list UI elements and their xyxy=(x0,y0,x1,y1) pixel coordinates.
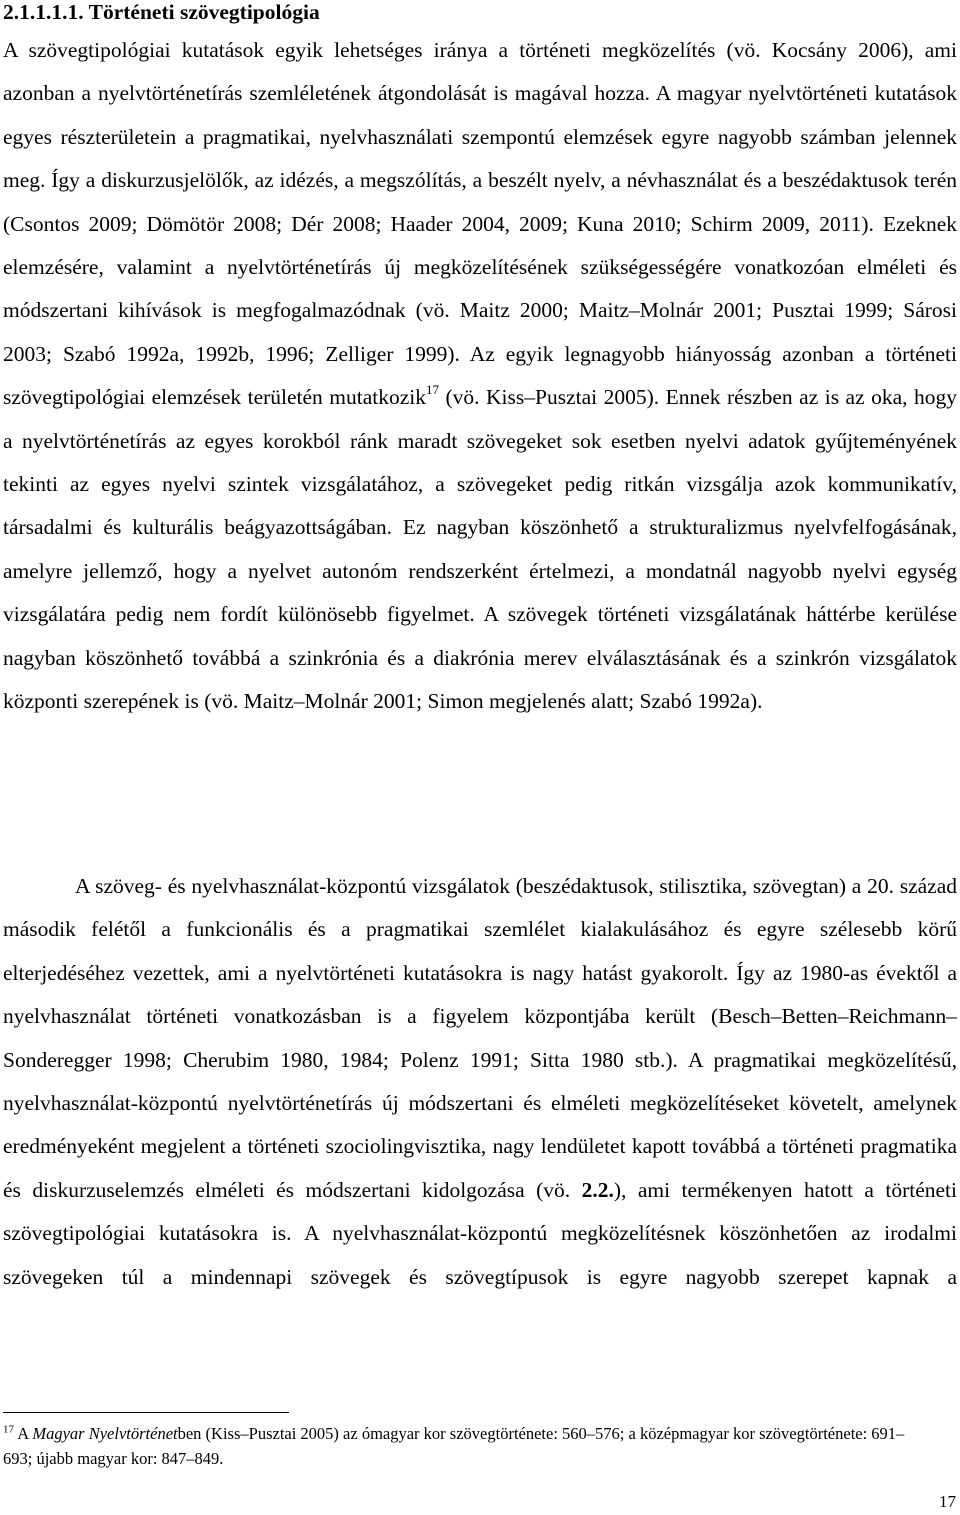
footnote-separator xyxy=(3,1412,289,1413)
footnote-number: 17 xyxy=(3,1423,14,1436)
footnote-italic-title: Magyar Nyelvtörténet xyxy=(32,1424,178,1443)
paragraph-1-text-b: (vö. Kiss–Pusztai 2005). Ennek részben az is az oka, hogy a nyelvtörténetírás az egyes korokból ránk maradt szövegeket sok esetben nyelvi adatok gyűjteményének tekinti az egyes nyelvi szintek vizsgálatához, a szövegeket pedig ritkán vizsgálja azok kommunikatív, társadalmi és kulturális beágyazottságában. Ez nagyban köszönhető a strukturalizmus nyelvfelfogásának, amelyre jellemző, hogy a nyelvet autonóm rendszerként értelmezi, a mondatnál nagyobb nyelvi egység vizsgálatára pedig nem fordít különösebb figyelmet. A szövegek történeti vizsgálatának háttérbe kerülése nagyban köszönhető továbbá a szinkrónia és a diakrónia merev elválasztásának és a szinkrón vizsgálatok központi szerepének is (vö. Maitz–Molnár 2001; Simon megjelenés alatt; Szabó 1992a). xyxy=(3,385,958,714)
paragraph-1 xyxy=(3,29,957,724)
paragraph-2-text-b: ), ami termékenyen hatott a történeti szövegtipológiai kutatásokra is. A nyelvhasználat-központú megközelítésnek köszönhetően az irodalmi szövegeken túl a mindennapi szövegek és szövegtípusok is egyre nagyobb szerepet kapnak a xyxy=(3,1177,957,1289)
page-number: 17 xyxy=(939,1492,956,1511)
footnote xyxy=(3,1421,933,1471)
footnote-reference: 17 xyxy=(426,382,440,398)
section-cross-reference: 2.2. xyxy=(581,1177,614,1202)
section-heading: 2.1.1.1.1. Történeti szövegtipológia xyxy=(3,0,320,24)
paragraph-1-text-a: A szövegtipológiai kutatások egyik lehetséges iránya a történeti megközelítés (vö. Kocsány 2006), ami azonban a nyelvtörténetírás szemléletének átgondolását is magával hozza. A magyar nyelvtörténeti kutatások egyes részterületein a pragmatikai, nyelvhasználati szempontú elemzések egyre nagyobb számban jelennek meg. Így a diskurzusjelölők, az idézés, a megszólítás, a beszélt nyelv, a névhasználat és a beszédaktusok terén (Csontos 2009; Dömötör 2008; Dér 2008; Haader 2004, 2009; Kuna 2010; Schirm 2009, 2011). Ezeknek elemzésére, valamint a nyelvtörténetírás új megközelítésének szükségességére vonatkozóan elméleti és módszertani kihívások is megfogalmazódnak (vö. Maitz 2000; Maitz–Molnár 2001; Pusztai 1999; Sárosi 2003; Szabó 1992a, 1992b, 1996; Zelliger 1999). Az egyik legnagyobb hiányosság azonban a történeti szövegtipológiai elemzések területén mutatkozik xyxy=(3,38,957,410)
footnote-text-post: ben (Kiss–Pusztai 2005) az ómagyar kor szövegtörténete: 560–576; a középmagyar kor szövegtörténete: 691–693; újabb magyar kor: 847–849. xyxy=(3,1424,905,1468)
footnote-text-pre: A xyxy=(14,1424,33,1443)
paragraph-2-text-a: A szöveg- és nyelvhasználat-központú vizsgálatok (beszédaktusok, stilisztika, szövegtan) a 20. század második felétől a funkcionális és a pragmatikai szemlélet kialakulásához és egyre szélesebb körű elterjedéséhez vezettek, ami a nyelvtörténeti kutatásokra is nagy hatást gyakorolt. Így az 1980-as évektől a nyelvhasználat történeti vonatkozásban is a figyelem központjába került (Besch–Betten–Reichmann–Sonderegger 1998; Cherubim 1980, 1984; Polenz 1991; Sitta 1980 stb.). A pragmatikai megközelítésű, nyelvhasználat-központú nyelvtörténetírás új módszertani és elméleti megközelítéseket követelt, amelynek eredményeként megjelent a történeti szociolingvisztika, nagy lendületet kapott továbbá a történeti pragmatika és diskurzuselemzés elméleti és módszertani kidolgozása (vö. xyxy=(3,874,957,1202)
paragraph-2 xyxy=(3,865,957,1299)
